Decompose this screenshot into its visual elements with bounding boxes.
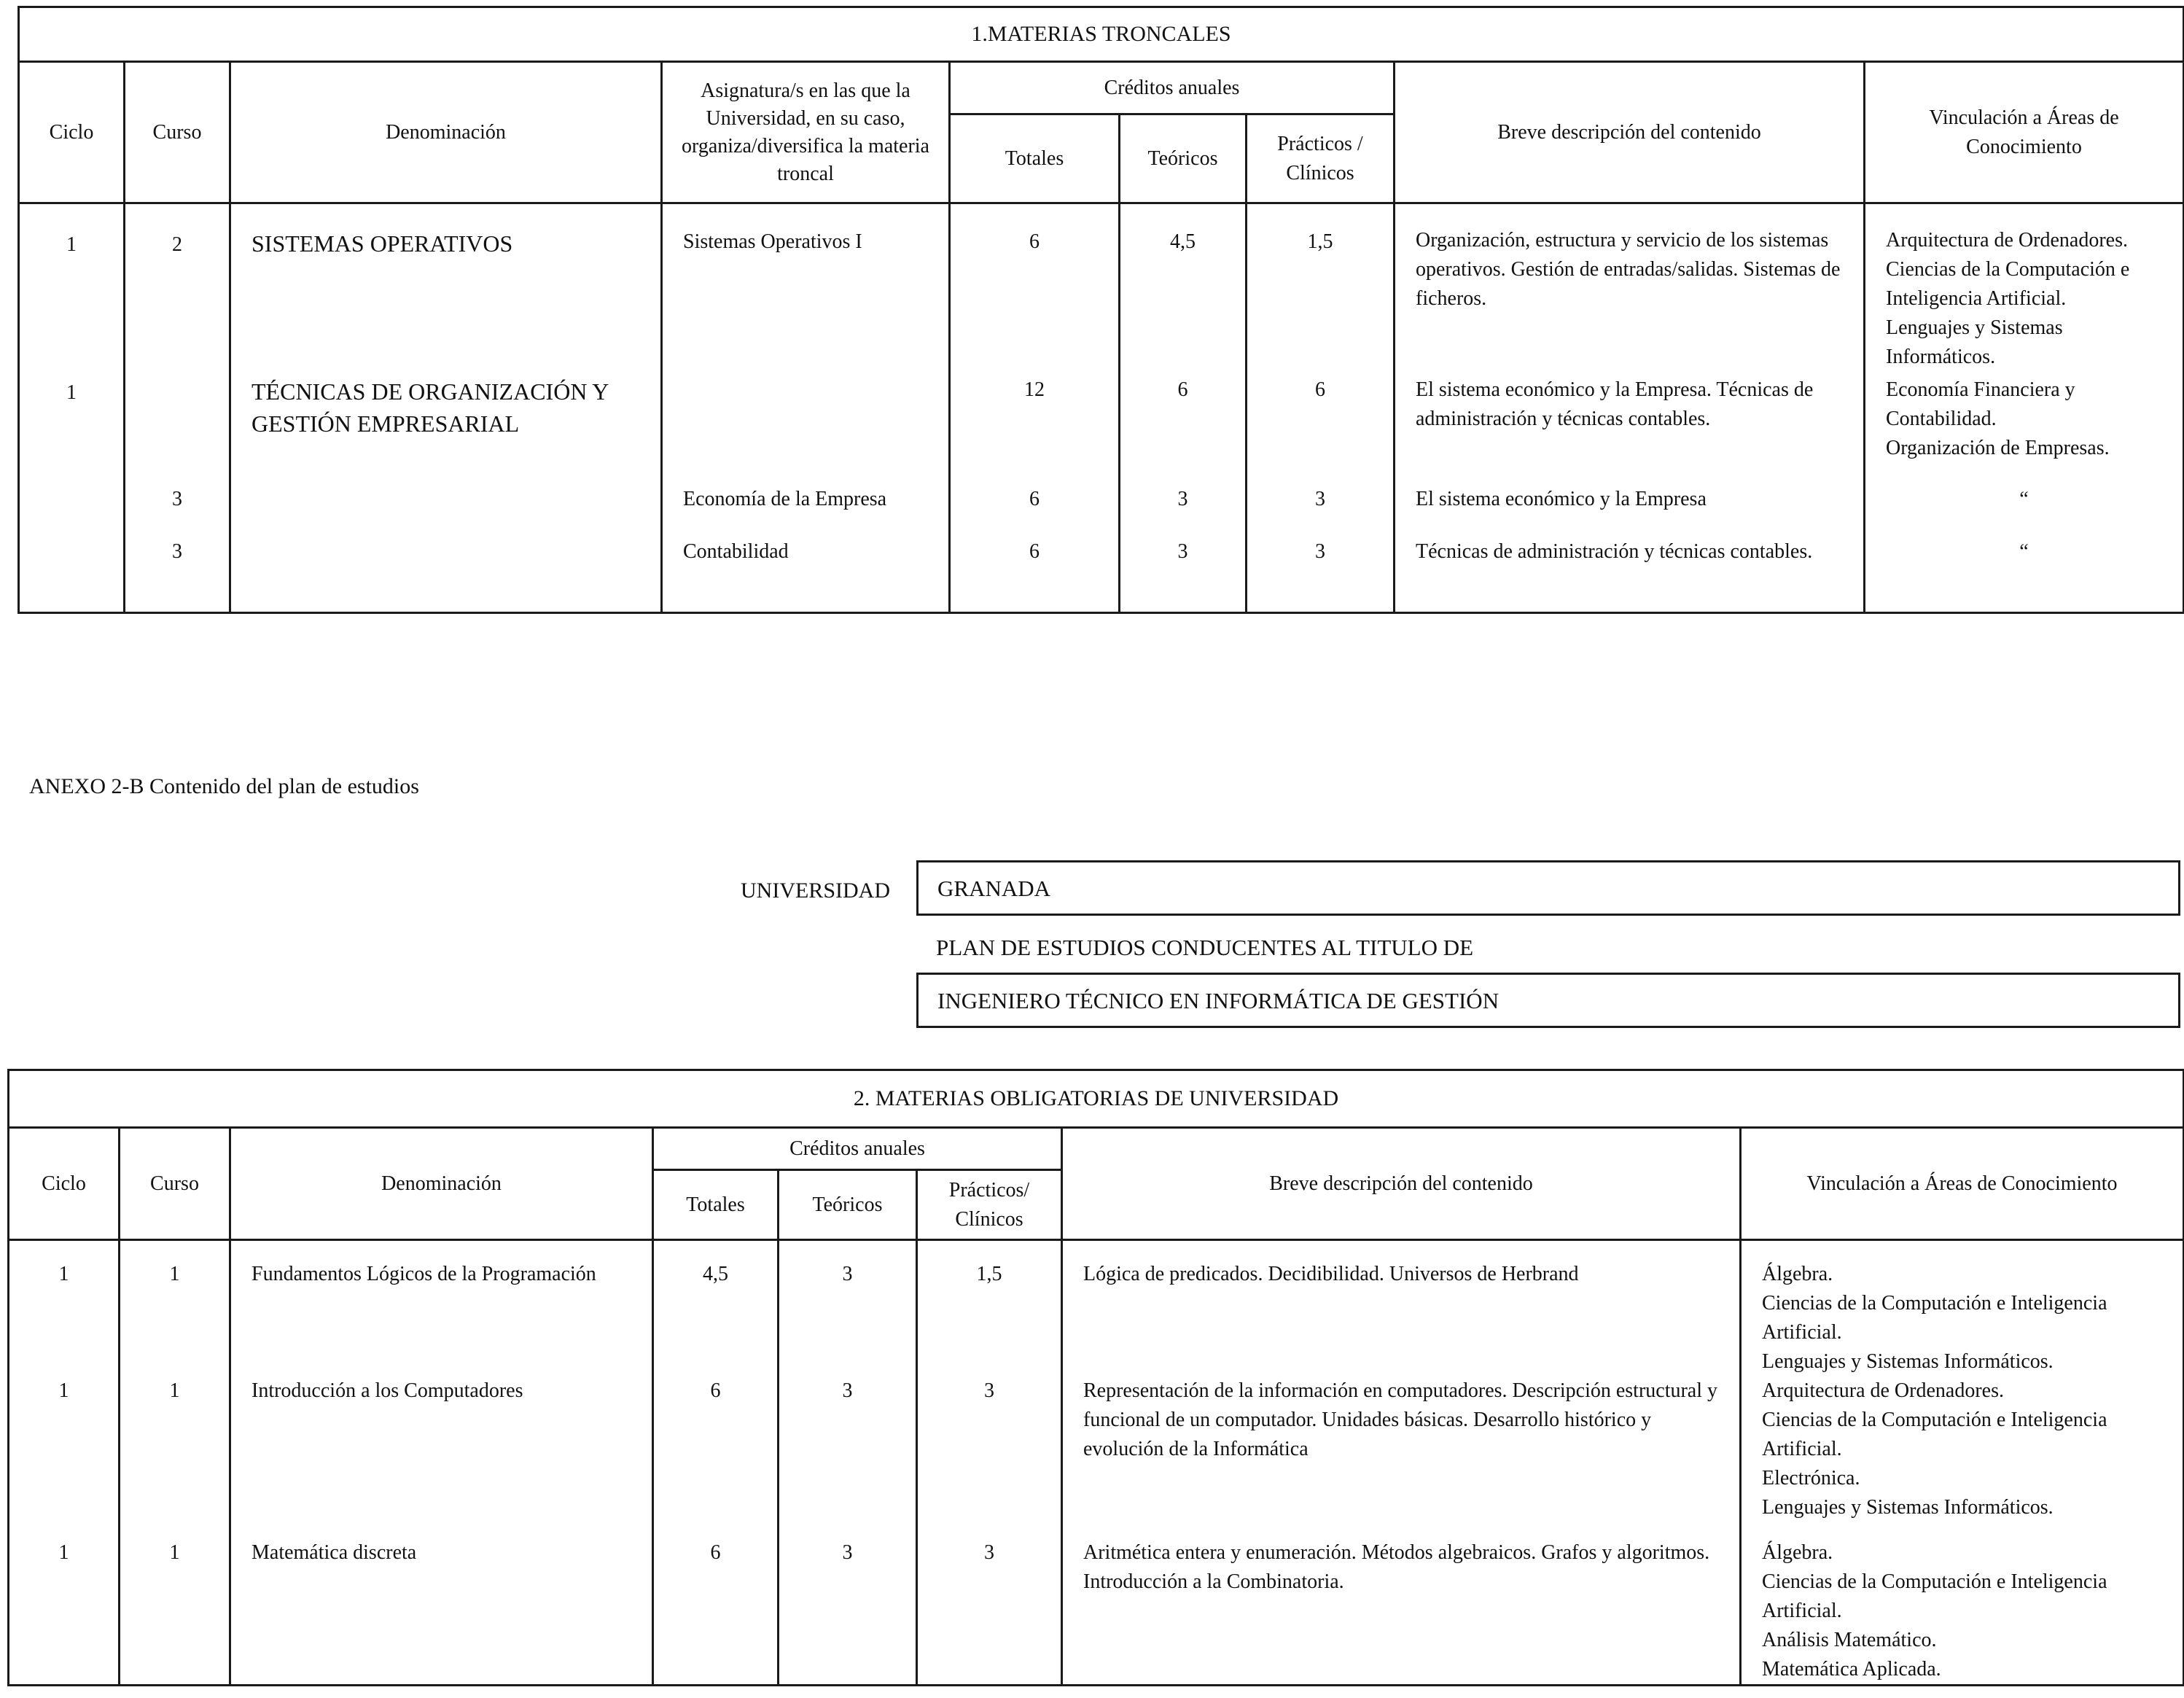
table2-row bbox=[9, 1538, 2184, 1686]
cell-ciclo: 1 bbox=[9, 1240, 120, 1377]
universidad-field: GRANADA bbox=[916, 860, 2180, 916]
cell-vinculacion: “ bbox=[1865, 537, 2184, 613]
cell-teoricos: 3 bbox=[1120, 485, 1247, 537]
header-totales: Totales bbox=[950, 114, 1120, 203]
cell-curso: 1 bbox=[120, 1538, 230, 1686]
cell-vinculacion: Arquitectura de Ordenadores. Ciencias de la Computación e Inteligencia Artificial. Lenguajes y Sistemas Informáticos. bbox=[1865, 203, 2184, 375]
plan-label: PLAN DE ESTUDIOS CONDUCENTES AL TITULO DE bbox=[936, 935, 1474, 960]
header-descripcion: Breve descripción del contenido bbox=[1062, 1128, 1741, 1240]
header-teoricos: Teóricos bbox=[1120, 114, 1247, 203]
header-asignatura: Asignatura/s en las que la Universidad, en su caso, organiza/diversifica la materia troncal bbox=[662, 62, 950, 203]
table1-title: 1.MATERIAS TRONCALES bbox=[19, 7, 2184, 62]
cell-asignatura bbox=[662, 375, 950, 485]
header-creditos: Créditos anuales bbox=[950, 62, 1395, 114]
cell-denominacion bbox=[230, 537, 662, 613]
cell-practicos: 3 bbox=[917, 1538, 1062, 1686]
cell-ciclo bbox=[19, 537, 125, 613]
header-totales: Totales bbox=[653, 1170, 779, 1240]
cell-ciclo: 1 bbox=[19, 203, 125, 375]
header-ciclo: Ciclo bbox=[9, 1128, 120, 1240]
cell-totales: 6 bbox=[950, 203, 1120, 375]
universidad-label: UNIVERSIDAD bbox=[741, 879, 890, 903]
cell-curso bbox=[125, 375, 230, 485]
header-practicos: Prácticos/ Clínicos bbox=[917, 1170, 1062, 1240]
cell-teoricos: 3 bbox=[779, 1538, 917, 1686]
cell-vinculacion: Economía Financiera y Contabilidad. Organización de Empresas. bbox=[1865, 375, 2184, 485]
cell-descripcion: Organización, estructura y servicio de los sistemas operativos. Gestión de entradas/salidas. Sistemas de ficheros. bbox=[1395, 203, 1865, 375]
header-practicos: Prácticos / Clínicos bbox=[1247, 114, 1395, 203]
table-materias-troncales bbox=[17, 6, 2184, 614]
annex-title: ANEXO 2-B Contenido del plan de estudios bbox=[29, 774, 419, 798]
table1-row bbox=[19, 485, 2184, 537]
cell-asignatura: Contabilidad bbox=[662, 537, 950, 613]
header-descripcion: Breve descripción del contenido bbox=[1395, 62, 1865, 203]
cell-practicos: 1,5 bbox=[1247, 203, 1395, 375]
cell-descripcion: Técnicas de administración y técnicas contables. bbox=[1395, 537, 1865, 613]
cell-totales: 6 bbox=[950, 485, 1120, 537]
header-denominacion: Denominación bbox=[230, 1128, 653, 1240]
cell-descripcion: El sistema económico y la Empresa bbox=[1395, 485, 1865, 537]
cell-denominacion bbox=[230, 485, 662, 537]
header-creditos: Créditos anuales bbox=[653, 1128, 1062, 1170]
header-ciclo: Ciclo bbox=[19, 62, 125, 203]
header-curso: Curso bbox=[120, 1128, 230, 1240]
cell-totales: 6 bbox=[653, 1538, 779, 1686]
cell-curso: 2 bbox=[125, 203, 230, 375]
header-teoricos: Teóricos bbox=[779, 1170, 917, 1240]
cell-descripcion: El sistema económico y la Empresa. Técnicas de administración y técnicas contables. bbox=[1395, 375, 1865, 485]
table2-title: 2. MATERIAS OBLIGATORIAS DE UNIVERSIDAD bbox=[9, 1070, 2184, 1128]
cell-denominacion: Introducción a los Computadores bbox=[230, 1376, 653, 1538]
cell-totales: 6 bbox=[653, 1376, 779, 1538]
cell-ciclo: 1 bbox=[19, 375, 125, 485]
cell-teoricos: 3 bbox=[779, 1376, 917, 1538]
table2-row bbox=[9, 1376, 2184, 1538]
titulo-field: INGENIERO TÉCNICO EN INFORMÁTICA DE GESTIÓN bbox=[916, 973, 2180, 1028]
cell-curso: 3 bbox=[125, 485, 230, 537]
cell-ciclo: 1 bbox=[9, 1376, 120, 1538]
cell-ciclo bbox=[19, 485, 125, 537]
table2-row bbox=[9, 1240, 2184, 1377]
cell-practicos: 3 bbox=[1247, 537, 1395, 613]
cell-curso: 3 bbox=[125, 537, 230, 613]
cell-descripcion: Lógica de predicados. Decidibilidad. Universos de Herbrand bbox=[1062, 1240, 1741, 1377]
cell-teoricos: 3 bbox=[779, 1240, 917, 1377]
cell-asignatura: Economía de la Empresa bbox=[662, 485, 950, 537]
cell-totales: 4,5 bbox=[653, 1240, 779, 1377]
cell-asignatura: Sistemas Operativos I bbox=[662, 203, 950, 375]
cell-denominacion: TÉCNICAS DE ORGANIZACIÓN Y GESTIÓN EMPRESARIAL bbox=[230, 375, 662, 485]
header-curso: Curso bbox=[125, 62, 230, 203]
table1-row bbox=[19, 375, 2184, 485]
cell-vinculacion: Arquitectura de Ordenadores. Ciencias de la Computación e Inteligencia Artificial. Electrónica. Lenguajes y Sistemas Informáticos. bbox=[1741, 1376, 2184, 1538]
cell-ciclo: 1 bbox=[9, 1538, 120, 1686]
cell-practicos: 6 bbox=[1247, 375, 1395, 485]
table1-row bbox=[19, 203, 2184, 375]
table1-row bbox=[19, 537, 2184, 613]
cell-denominacion: SISTEMAS OPERATIVOS bbox=[230, 203, 662, 375]
cell-practicos: 3 bbox=[1247, 485, 1395, 537]
header-vinculacion: Vinculación a Áreas de Conocimiento bbox=[1741, 1128, 2184, 1240]
cell-totales: 12 bbox=[950, 375, 1120, 485]
cell-vinculacion: Álgebra. Ciencias de la Computación e Inteligencia Artificial. Lenguajes y Sistemas Informáticos. bbox=[1741, 1240, 2184, 1377]
cell-teoricos: 4,5 bbox=[1120, 203, 1247, 375]
header-denominacion: Denominación bbox=[230, 62, 662, 203]
header-vinculacion: Vinculación a Áreas de Conocimiento bbox=[1865, 62, 2184, 203]
cell-curso: 1 bbox=[120, 1376, 230, 1538]
cell-denominacion: Matemática discreta bbox=[230, 1538, 653, 1686]
cell-practicos: 1,5 bbox=[917, 1240, 1062, 1377]
cell-denominacion: Fundamentos Lógicos de la Programación bbox=[230, 1240, 653, 1377]
cell-teoricos: 6 bbox=[1120, 375, 1247, 485]
cell-vinculacion: “ bbox=[1865, 485, 2184, 537]
cell-practicos: 3 bbox=[917, 1376, 1062, 1538]
table-materias-obligatorias bbox=[7, 1069, 2184, 1686]
cell-descripcion: Representación de la información en computadores. Descripción estructural y funcional de un computador. Unidades básicas. Desarrollo histórico y evolución de la Informática bbox=[1062, 1376, 1741, 1538]
cell-totales: 6 bbox=[950, 537, 1120, 613]
cell-descripcion: Aritmética entera y enumeración. Métodos algebraicos. Grafos y algoritmos. Introducción a la Combinatoria. bbox=[1062, 1538, 1741, 1686]
cell-teoricos: 3 bbox=[1120, 537, 1247, 613]
cell-vinculacion: Álgebra. Ciencias de la Computación e Inteligencia Artificial. Análisis Matemático. Matemática Aplicada. bbox=[1741, 1538, 2184, 1686]
cell-curso: 1 bbox=[120, 1240, 230, 1377]
